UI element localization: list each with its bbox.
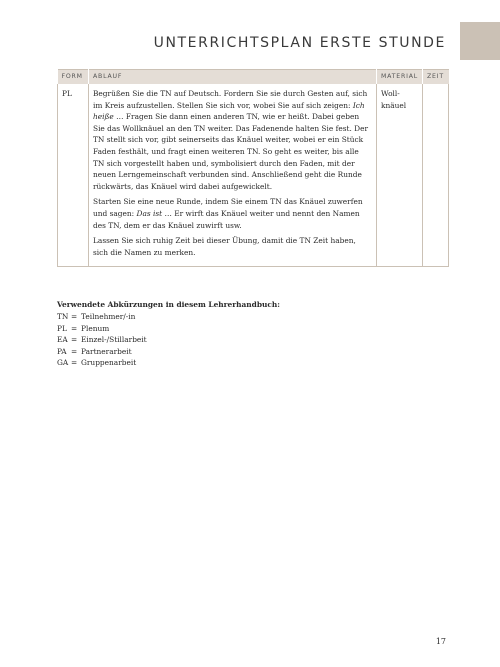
abbreviation-equals: = — [71, 358, 78, 368]
header-material: MATERIAL — [377, 70, 423, 85]
chapter-tab-marker — [460, 22, 500, 60]
page-title: UNTERRICHTSPLAN ERSTE STUNDE — [153, 35, 446, 51]
p1-text-b: … Fragen Sie dann einen anderen TN, wie er heißt. Dabei geben Sie das Wollknäuel an den TN weiter. Das Fadenende halten Sie fest. Der TN stellt sich vor, gibt seinerseits das Knäuel weiter, wobei er ein Stück Faden festhält, und fragt einen weiteren TN. So geht es weiter, bis alle TN sich vorgestellt haben und, symbolisiert durch den Faden, mit der neuen Lerngemeinschaft verbunden sind. Anschließend geht die Runde rückwärts, das Knäuel wird dabei aufgewickelt. — [93, 112, 368, 191]
cell-zeit — [423, 84, 449, 267]
table-row — [58, 84, 449, 267]
cell-form: PL — [58, 84, 89, 267]
p2-italic-phrase: Das ist — [136, 208, 163, 218]
cell-ablauf — [89, 84, 377, 267]
abbreviation-key: PL — [57, 323, 67, 333]
ablauf-paragraph-3: Lassen Sie sich ruhig Zeit bei dieser Übung, damit die TN Zeit haben, sich die Namen zu merken. — [93, 236, 356, 257]
abbreviation-equals: = — [71, 335, 78, 345]
abbreviation-item — [57, 323, 280, 334]
page-number: 17 — [435, 637, 446, 646]
material-line-1: Woll- — [381, 89, 400, 98]
abbreviation-value: Plenum — [81, 323, 110, 333]
abbreviation-item — [57, 334, 280, 345]
p1-text-a: Begrüßen Sie die TN auf Deutsch. Fordern Sie sie durch Gesten auf, sich im Kreis aufzustellen. Stellen Sie sich vor, wobei Sie auf sich zeigen: — [93, 89, 368, 110]
ablauf-paragraph-2 — [93, 196, 372, 231]
abbreviation-item — [57, 346, 280, 357]
abbreviation-key: EA — [57, 335, 68, 345]
abbreviation-equals: = — [71, 312, 78, 322]
ablauf-paragraph-1 — [93, 88, 372, 192]
abbreviation-equals: = — [71, 346, 78, 356]
p2-text-a: Starten Sie eine neue Runde, indem Sie einem TN das Knäuel zuwerfen und sagen: — [93, 197, 363, 218]
abbreviation-item — [57, 357, 280, 368]
abbreviation-equals: = — [71, 323, 78, 333]
abbreviation-key: GA — [57, 358, 69, 368]
abbreviation-item — [57, 311, 280, 322]
abbreviation-value: Einzel-/Stillarbeit — [81, 335, 147, 345]
abbreviations-heading: Verwendete Abkürzungen in diesem Lehrerhandbuch: — [57, 300, 280, 309]
table-header-row — [58, 70, 449, 85]
abbreviations-section — [57, 299, 280, 368]
abbreviation-key: TN — [57, 312, 69, 322]
header-ablauf: ABLAUF — [89, 70, 377, 85]
material-line-2: knäuel — [381, 100, 407, 110]
abbreviation-value: Gruppenarbeit — [81, 358, 137, 368]
header-form: FORM — [58, 70, 89, 85]
lesson-plan-table — [57, 69, 449, 267]
p1-italic-phrase: Ich heiße — [93, 100, 365, 122]
abbreviation-key: PA — [57, 346, 67, 356]
header-zeit: ZEIT — [423, 70, 449, 85]
abbreviation-value: Partnerarbeit — [81, 346, 132, 356]
p2-text-b: … Er wirft das Knäuel weiter und nennt den Namen des TN, dem er das Knäuel zuwirft usw. — [93, 208, 360, 230]
abbreviation-value: Teilnehmer/-in — [81, 312, 136, 322]
cell-material — [377, 84, 423, 267]
